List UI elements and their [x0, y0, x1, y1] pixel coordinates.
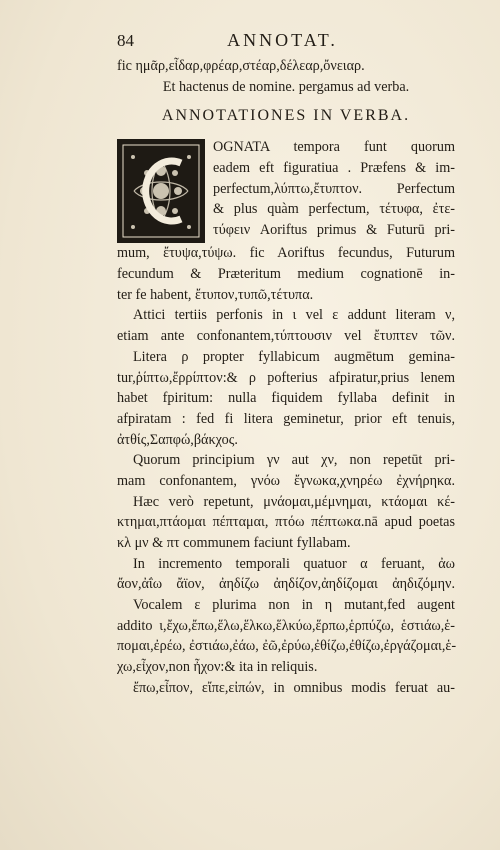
- text-line: mum, ἔτυψα,τύψω. fic Aoriftus fecundus, Futurum: [117, 245, 455, 262]
- text-line: ἔπω,εἶπον, εἴπε,εἰπών, in omnibus modis feruat au-: [133, 679, 455, 696]
- ornamental-initial-graphic: [119, 141, 203, 241]
- text-line: fecundum & Præteritum medium cognationē in-: [117, 266, 455, 283]
- text-line: τύφειν Aoriftus primus & Futurū pri-: [213, 222, 455, 239]
- text-line: tur,ῥίπτω,ἔρρίπτον:& ρ pofterius afpiratur,prius lenem: [117, 369, 455, 386]
- running-header: [117, 30, 455, 56]
- text-line: eadem eft figuratiua . Præfens & im-: [213, 160, 455, 177]
- text-line: κτημαι,πτάομαι πέπταμαι, πτόω πέπτωκα.nā apud poetas: [117, 514, 455, 531]
- text-line: OGNATA tempora funt quorum: [213, 139, 455, 156]
- text-line: afpiratam : fed fi litera geminetur, prior eft tenuis,: [117, 410, 455, 427]
- text-line: Litera ρ propter fyllabicum augmētum gemina-: [133, 348, 455, 365]
- text-line: addito ι,ἔχω,ἔπω,ἕλω,ἕλκω,ἕλκύω,ἕρπω,ἑρπύζω, ἑστιάω,ἑ-: [117, 617, 455, 634]
- text-line: ter fe habent, ἔτυπον,τυπῶ,τέτυπα.: [117, 286, 314, 303]
- text-line: χω,εἶχον,non ἦχον:& ita in reliquis.: [117, 659, 318, 676]
- text-line: πομαι,ἐρέω, ἐστιάω,ἐάω, ἐῶ,ἐρύω,ἐθίζω,ἐθίζω,ἐργάζομαι,ἑ-: [117, 638, 457, 655]
- text-line: Attici tertiis perfonis in ι vel ε addunt literam ν,: [133, 307, 455, 324]
- text-line: Et hactenus de nomine. pergamus ad verba.: [162, 78, 410, 95]
- text-line: Hæc verò repetunt, μνάομαι,μέμνημαι, κτάομαι κέ-: [133, 493, 455, 510]
- ornamental-initial-icon: [117, 139, 205, 243]
- text-line: & plus quàm perfectum, τέτυφα, ἐτε-: [213, 201, 455, 218]
- text-line: ἀτθίς,Σαπφώ,βάκχος.: [117, 431, 238, 448]
- drop-cap-lines: [213, 137, 455, 243]
- text-line: mam confonantem, γνόω ἔγνωκα,χνηρέω ἐχνήρηκα.: [117, 472, 455, 489]
- text-block: [117, 30, 455, 699]
- text-line: Vocalem ε plurima non in η mutant,fed augent: [133, 597, 455, 614]
- text-line: Quorum principium γν aut χν, non repetūt pri-: [133, 452, 455, 469]
- text-line: perfectum,λύπτω,ἔτυπτον. Perfectum: [213, 180, 455, 197]
- text-line: ἄον,ἀΐω ἄϊον, ἀηδίζω ἀηδίζον,ἀηδίζομαι ἀηδιζόμην.: [117, 576, 455, 593]
- text-line: In incremento temporali quatuor α feruant, ἀω: [133, 555, 455, 572]
- text-line: habet fpiritum: nulla fiquidem fyllaba definit in: [117, 390, 455, 407]
- body-text: [117, 243, 455, 698]
- text-line: fic ημᾶρ,εἶδαρ,φρέαρ,στέαρ,δέλεαρ,ὄνειαρ.: [117, 58, 365, 74]
- running-head: ANNOTAT.: [227, 30, 338, 50]
- drop-cap-paragraph: [117, 137, 455, 243]
- text-line: κλ μν & πτ communem faciunt fyllabam.: [117, 535, 351, 551]
- section-title: ANNOTATIONES IN VERBA.: [161, 107, 411, 125]
- text-line: etiam ante confonantem,τύπτουσιν vel ἔτυπτεν τῶν.: [117, 328, 455, 345]
- page-number: 84: [117, 31, 134, 50]
